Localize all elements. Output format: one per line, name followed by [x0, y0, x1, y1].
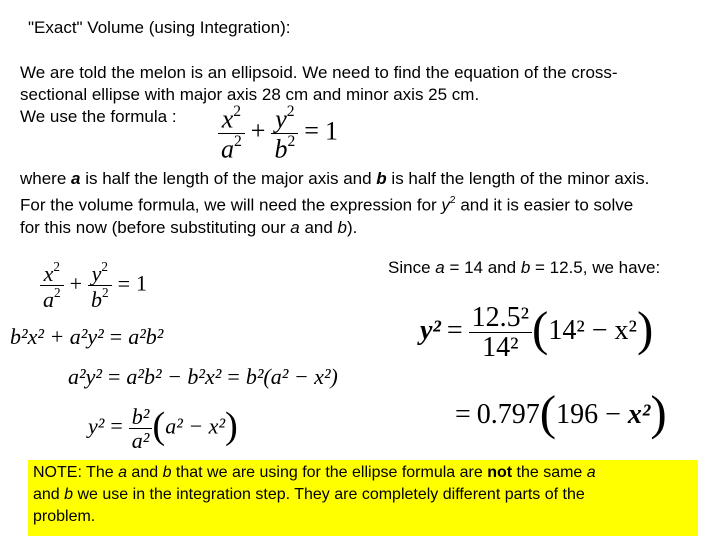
derivation-line-2: b²x² + a²y² = a²b²: [10, 324, 164, 349]
derivation-line-1: $\frac{x^2}{a^2}$ + $\frac{y^2}{b^2}$ = 1: [40, 260, 147, 311]
explanation-line: For the volume formula, we will need the expression for $y^2$ and it is easier to solve: [20, 195, 634, 215]
explanation-line: where a is half the length of the major axis and b is half the length of the minor axis.: [20, 169, 650, 188]
ellipse-formula: $\frac{x^2}{a^2}$ + $\frac{y^2}{b^2}$ = 1: [218, 104, 338, 163]
note-box: [28, 460, 698, 536]
page-title: "Exact" Volume (using Integration):: [28, 18, 291, 37]
intro-line: We are told the melon is an ellipsoid. We need to find the equation of the cross-: [20, 63, 618, 82]
intro-paragraph: [20, 62, 700, 128]
derivation-line-4: y² = $\frac{\text{b²}}{\text{a²}}$ (a² − x²): [88, 403, 238, 453]
explanation-paragraph: [20, 168, 710, 239]
x-fraction: $\frac{x^2}{a^2}$: [218, 104, 245, 163]
note-line: NOTE: The a and b that we are using for the ellipse formula are not the same a: [33, 464, 596, 481]
intro-line: sectional ellipse with major axis 28 cm and minor axis 25 cm.: [20, 85, 480, 104]
note-line: and b we use in the integration step. They are completely different parts of the: [33, 486, 585, 503]
since-statement: Since a = 14 and b = 12.5, we have:: [388, 258, 661, 277]
derivation-line-3: a²y² = a²b² − b²x² = b²(a² − x²): [68, 364, 338, 389]
explanation-line: for this now (before substituting our a and b).: [20, 217, 358, 237]
substitution-line-2: = 0.797(196 − x²): [455, 385, 667, 440]
intro-line: We use the formula :: [20, 107, 177, 126]
substitution-line-1: y² = $\frac{\text{12.5²}}{\text{14²}}$ (14² − x²): [420, 301, 654, 364]
note-line: problem.: [33, 508, 96, 525]
y-fraction: $\frac{y^2}{b^2}$: [271, 104, 298, 163]
